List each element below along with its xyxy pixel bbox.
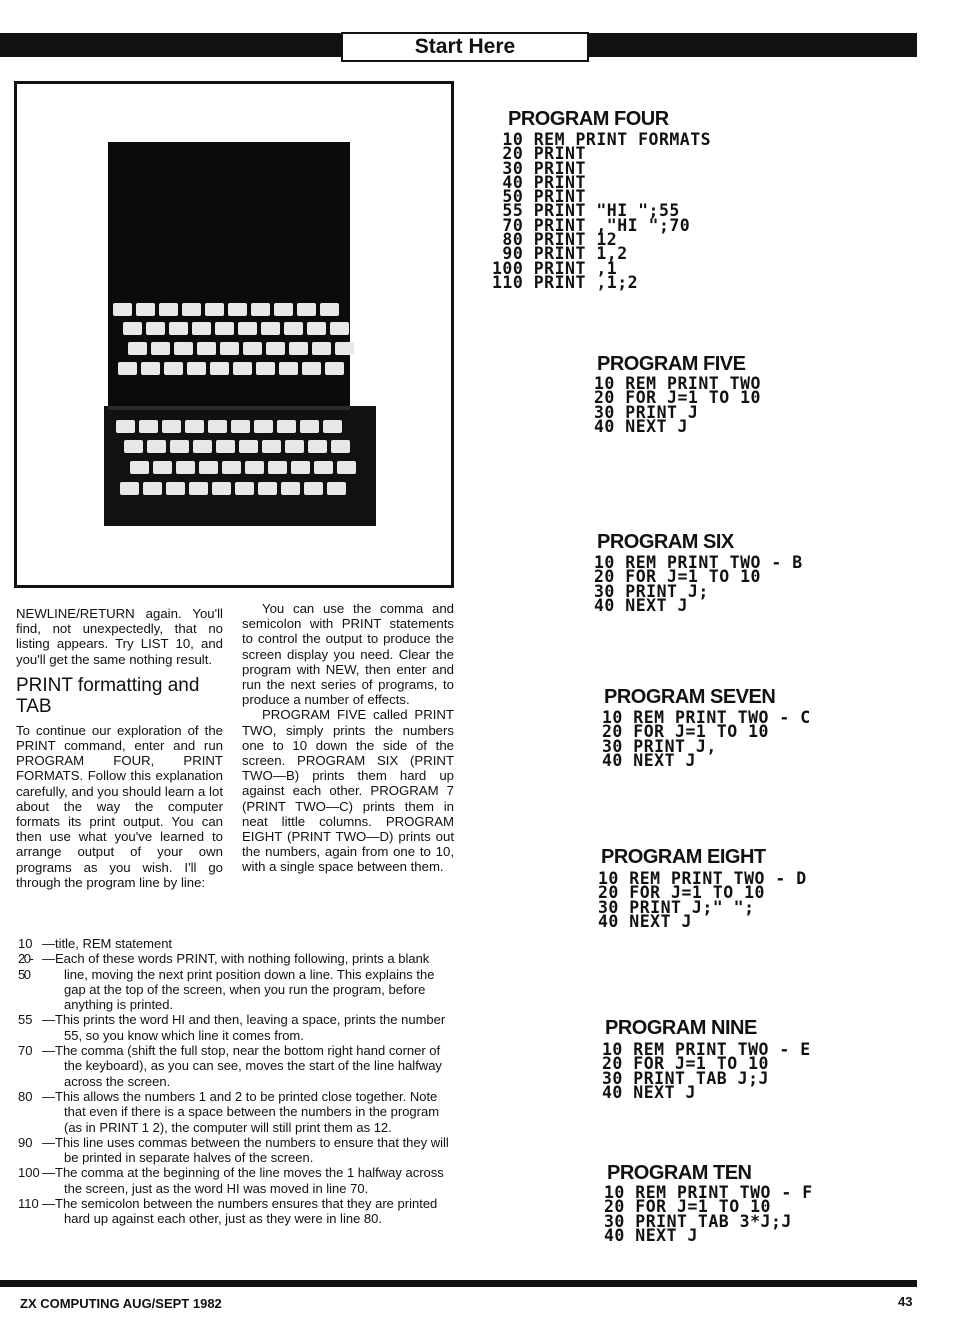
line-notes [18,936,450,1227]
footer-rule [0,1280,917,1287]
intro-paragraph: NEWLINE/RETURN again. You'll find, not unexpectedly, that no listing appears. Try LIST 10, and you'll get the same nothing result. [16,606,223,667]
program-four-title: PROGRAM FOUR [508,108,669,130]
program-six-title: PROGRAM SIX [597,531,734,553]
note-item: 70 —The comma (shift the full stop, near the bottom right hand corner of the keyboard), as you can see, moves the start of the line halfway across the screen. [18,1043,442,1089]
note-item: 90 —This line uses commas between the numbers to ensure that they will be printed in separate halves of the screen. [18,1134,449,1166]
note-item: 55 —This prints the word HI and then, leaving a space, prints the number 55, so you know which line it comes from. [18,1012,446,1043]
note-item: 80 —This allows the numbers 1 and 2 to be printed close together. Note that even if there is a space between the numbers in the program (as in PRINT 1 2), the computer will still print them as 12. [18,1088,440,1135]
keyboard-row-8 [120,482,346,495]
keyboard-row-6 [124,440,350,453]
keyboard-row-7 [130,461,356,474]
program-eight-title: PROGRAM EIGHT [601,846,766,868]
mid-paragraph-1: You can use the comma and semicolon with PRINT statements to control the output to produce the screen display you need. Clear the program with NEW, then enter and run the next series of programs, to produce a number of effects. [242,601,454,708]
program-nine-listing: 10 REM PRINT TWO - E 20 FOR J=1 TO 10 30 PRINT TAB J;J 40 NEXT J [602,1040,811,1102]
program-seven-listing: 10 REM PRINT TWO - C 20 FOR J=1 TO 10 30 PRINT J, 40 NEXT J [602,708,811,770]
program-four-listing: 10 REM PRINT FORMATS 20 PRINT 30 PRINT 40 PRINT 50 PRINT 55 PRINT "HI ";55 70 PRINT ,"HI ";70 80 PRINT 12 90 PRINT 1,2 100 PRINT ,1 110 PRINT ,1;2 [492,130,712,292]
program-nine-title: PROGRAM NINE [605,1017,757,1039]
footer-publication: ZX COMPUTING AUG/SEPT 1982 [20,1296,222,1311]
keyboard-row-3 [128,342,354,355]
keyboard-row-4 [118,362,344,375]
program-eight-listing: 10 REM PRINT TWO - D 20 FOR J=1 TO 10 30 PRINT J;" "; 40 NEXT J [598,869,807,931]
header-rule-right [585,33,917,57]
keyboard-row-5 [116,420,342,433]
program-seven-title: PROGRAM SEVEN [604,686,776,708]
note-item: 20-50 —Each of these words PRINT, with nothing following, prints a blank line, moving the next print position down a line. This explains the gap at the top of the screen, when you run the program, before anything is printed. [18,951,435,1013]
header-rule-left [0,33,343,57]
program-ten-title: PROGRAM TEN [607,1162,752,1184]
section-heading: PRINT formatting and TAB [16,674,200,717]
page-number: 43 [898,1294,913,1309]
section-header: Start Here [341,32,589,62]
note-item: 100 —The comma at the beginning of the line moves the 1 halfway across the screen, just as the word HI was moved in line 70. [18,1165,444,1196]
program-ten-listing: 10 REM PRINT TWO - F 20 FOR J=1 TO 10 30 PRINT TAB 3*J;J 40 NEXT J [604,1183,813,1245]
middle-column [242,601,454,875]
body-paragraph: To continue our exploration of the PRINT command, enter and run PROGRAM FOUR, PRINT FORMATS. Follow this explanation carefully, and you should learn a lot about the way the computer formats its print output. You can then use what you've learned to arrange output of your own programs as you wish. I'll go through the program line by line: [16,722,223,890]
keyboard-row-1 [113,303,339,316]
note-item: 110 —The semicolon between the numbers ensures that they are printed hard up against each other, just as they were in line 80. [18,1196,438,1227]
program-six-listing: 10 REM PRINT TWO - B 20 FOR J=1 TO 10 30 PRINT J; 40 NEXT J [594,553,803,615]
note-item: 10 —title, REM statement [18,936,173,951]
left-column [16,606,223,890]
program-five-listing: 10 REM PRINT TWO 20 FOR J=1 TO 10 30 PRINT J 40 NEXT J [594,374,761,436]
keyboard-row-2 [123,322,349,335]
mid-paragraph-2: PROGRAM FIVE called PRINT TWO, simply prints the numbers one to 10 down the side of the screen. PROGRAM SIX (PRINT TWO—B) prints them hard up against each other. PROGRAM 7 (PRINT TWO—C) prints them in neat little columns. PROGRAM EIGHT (PRINT TWO—D) prints out the numbers, again from one to 10, with a single space between them. [242,707,454,875]
program-five-title: PROGRAM FIVE [597,353,746,375]
